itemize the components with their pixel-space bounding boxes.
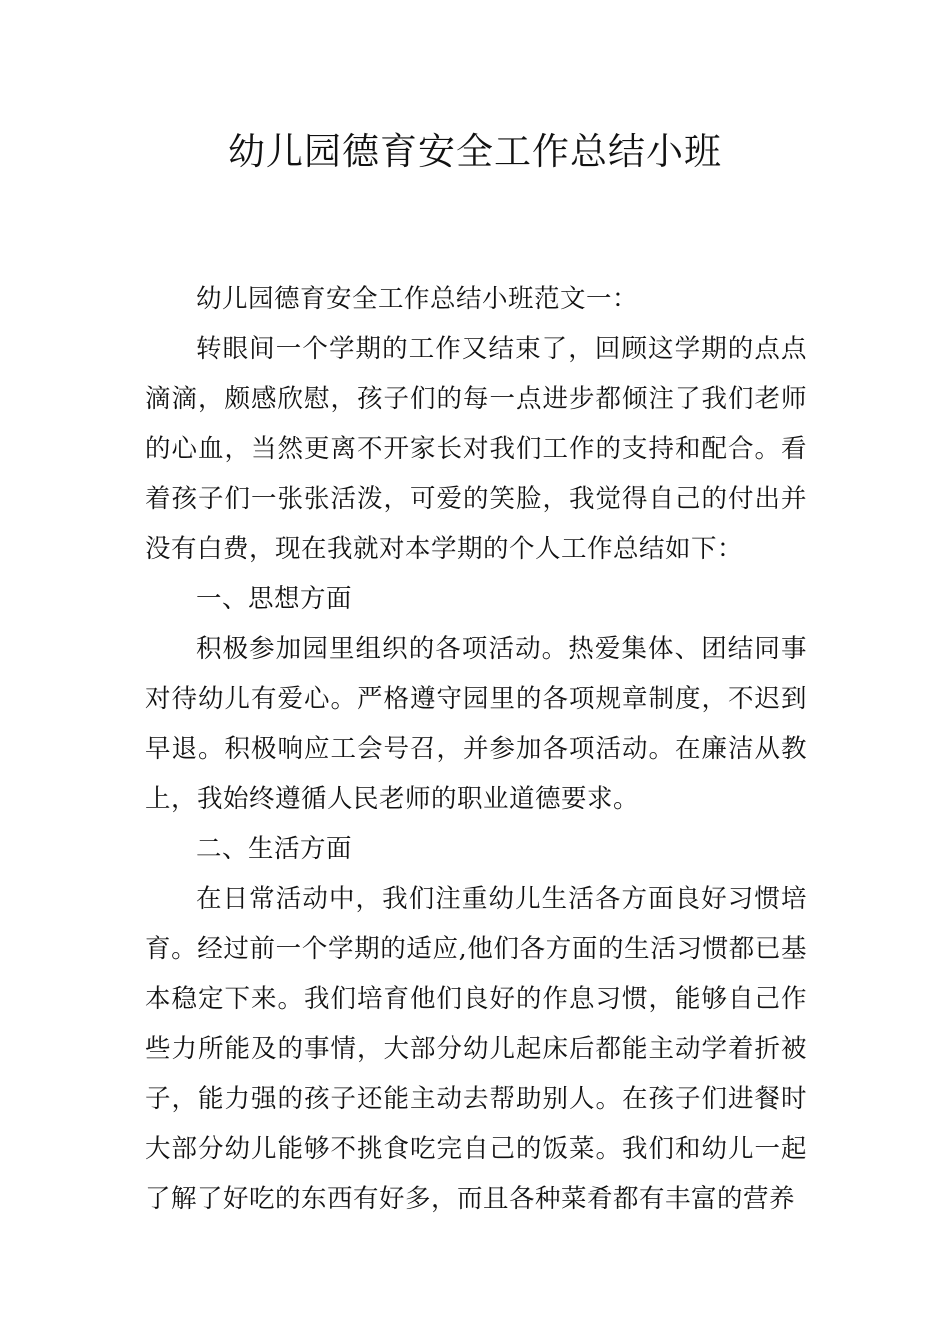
paragraph-thought: 积极参加园里组织的各项活动。热爱集体、团结同事对待幼儿有爱心。严格遵守园里的各项规章制度，不迟到早退。积极响应工会号召，并参加各项活动。在廉洁从教上，我始终遵循人民老师的职业道德要求。 <box>145 634 807 814</box>
paragraph-life: 在日常活动中，我们注重幼儿生活各方面良好习惯培育。经过前一个学期的适应,他们各方面的生活习惯都已基本稳定下来。我们培育他们良好的作息习惯，能够自己作些力所能及的事情，大部分幼儿起床后都能主动学着折被子，能力强的孩子还能主动去帮助别人。在孩子们进餐时大部分幼儿能够不挑食吃完自己的饭菜。我们和幼儿一起了解了好吃的东西有好多，而且各种菜肴都有丰富的营养 <box>145 884 807 1214</box>
intro-heading: 幼儿园德育安全工作总结小班范文一： <box>196 284 639 314</box>
section-heading-life: 二、生活方面 <box>196 834 353 864</box>
document-body <box>145 274 807 1224</box>
section-heading-thought: 一、思想方面 <box>196 584 353 614</box>
document-title: 幼儿园德育安全工作总结小班 <box>228 130 722 173</box>
paragraph-overview: 转眼间一个学期的工作又结束了，回顾这学期的点点滴滴，颇感欣慰，孩子们的每一点进步都倾注了我们老师的心血，当然更离不开家长对我们工作的支持和配合。看着孩子们一张张活泼，可爱的笑脸，我觉得自己的付出并没有白费，现在我就对本学期的个人工作总结如下： <box>145 334 807 564</box>
